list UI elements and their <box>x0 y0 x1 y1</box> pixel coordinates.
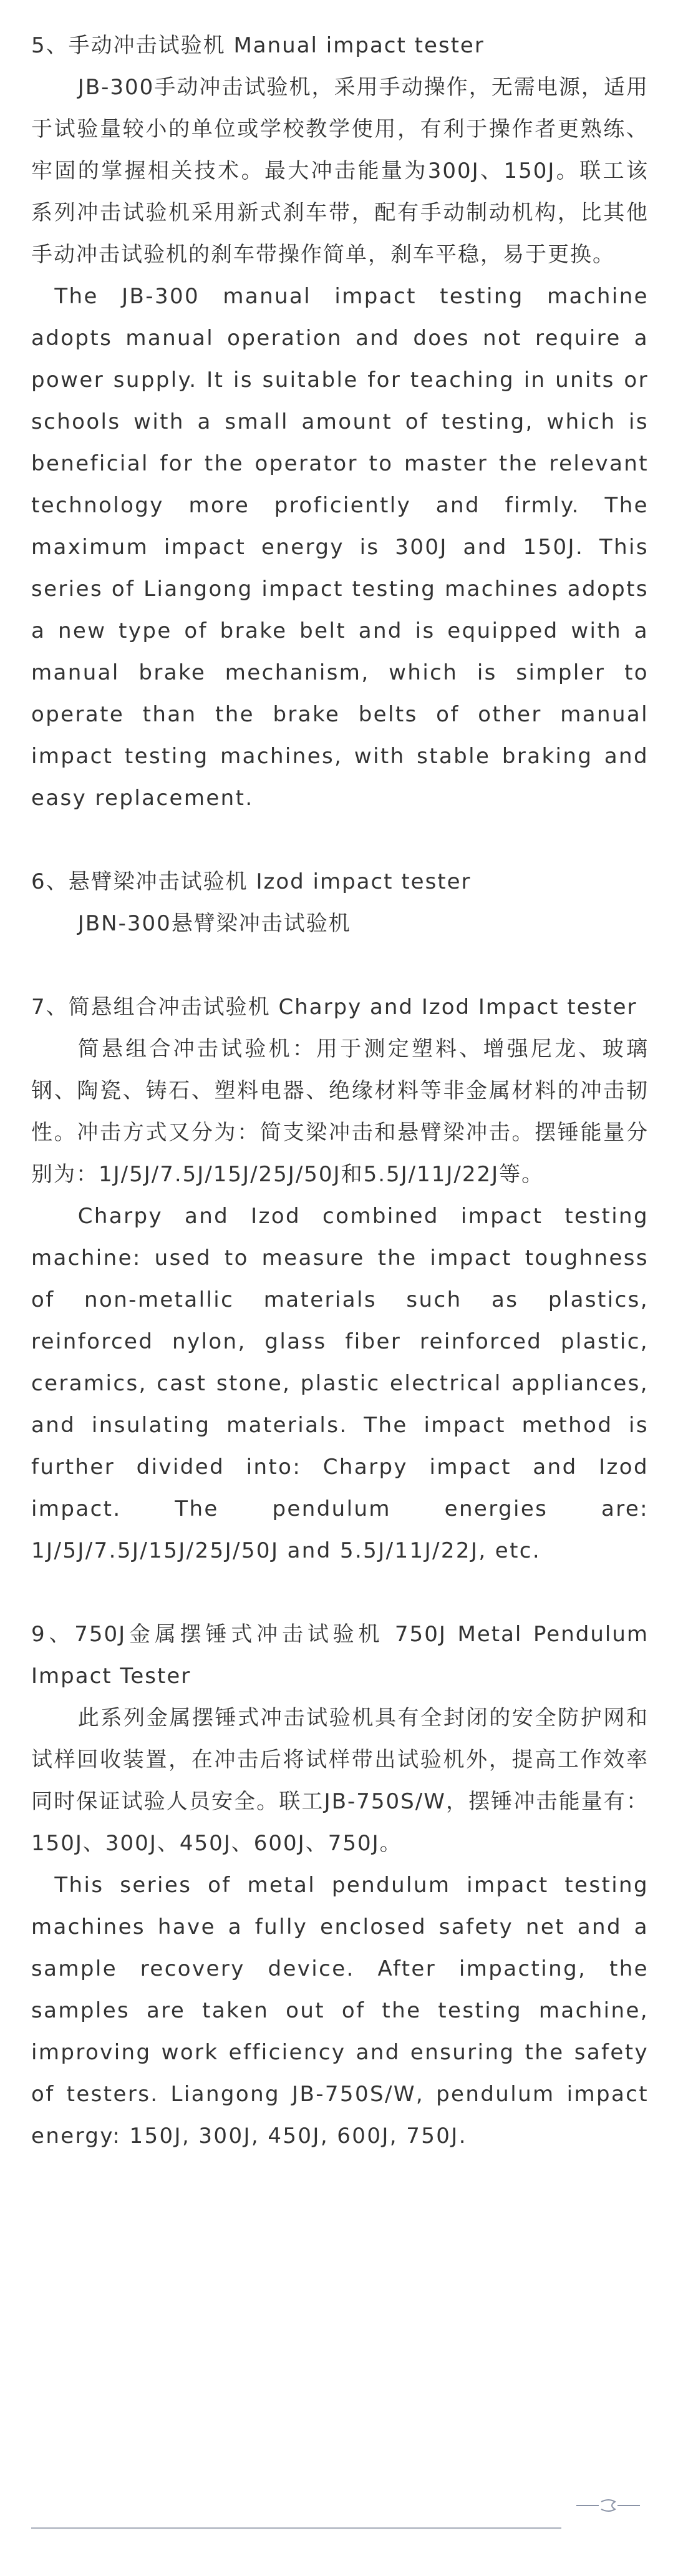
decorative-wave-mark-icon <box>574 2493 642 2518</box>
section-5-zh-paragraph: JB-300手动冲击试验机，采用手动操作，无需电源，适用于试验量较小的单位或学校教学使用，有利于操作者更熟练、牢固的掌握相关技术。最大冲击能量为300J、150J。联工该系列冲击试验机采用新式刹车带，配有手动制动机构，比其他手动冲击试验机的刹车带操作简单，刹车平稳，易于更换。 <box>31 75 649 267</box>
section-spacer <box>31 945 649 987</box>
section-7-zh-paragraph: 简悬组合冲击试验机：用于测定塑料、增强尼龙、玻璃钢、陶瓷、铸石、塑料电器、绝缘材料等非金属材料的冲击韧性。冲击方式又分为：简支梁冲击和悬臂梁冲击。摆锤能量分别为：1J/5J/7.5J/15J/25J/50J和5.5J/11J/22J等。 <box>31 1037 649 1187</box>
article-body <box>31 25 649 2157</box>
section-9-en-paragraph: This series of metal pendulum impact testing machines have a fully enclosed safety net and a sample recovery device. After impacting, the samples are taken out of the testing machine, improving work efficiency and ensuring the safety of testers. Liangong JB-750S/W, pendulum impact energy: 150J, 300J, 450J, 600J, 750J. <box>31 1873 649 2149</box>
section-5-en-paragraph: The JB-300 manual impact testing machine adopts manual operation and does not require a power supply. It is suitable for teaching in units or schools with a small amount of testing, which is beneficial for the operator to master the relevant technology more proficiently and firmly. The maximum impact energy is 300J and 150J. This series of Liangong impact testing machines adopts a new type of brake belt and is equipped with a manual brake mechanism, which is simpler to operate than the brake belts of other manual impact testing machines, with stable braking and easy replacement. <box>31 284 649 811</box>
section-7-en-paragraph: Charpy and Izod combined impact testing machine: used to measure the impact toughness of non-metallic materials such as plastics, reinforced nylon, glass fiber reinforced plastic, ceramics, cast stone, plastic electrical appliances, and insulating materials. The impact method is further divided into: Charpy impact and Izod impact. The pendulum energies are: 1J/5J/7.5J/15J/25J/50J and 5.5J/11J/22J, etc. <box>31 1204 649 1563</box>
section-9-zh-paragraph: 此系列金属摆锤式冲击试验机具有全封闭的安全防护网和试样回收装置，在冲击后将试样带出试验机外，提高工作效率同时保证试验人员安全。联工JB-750S/W，摆锤冲击能量有：150J、300J、450J、600J、750J。 <box>31 1705 649 1856</box>
section-spacer <box>31 1572 649 1614</box>
section-6-heading: 6、悬臂梁冲击试验机 Izod impact tester <box>31 869 472 894</box>
footer-divider <box>31 2527 561 2529</box>
section-9-heading: 9、750J金属摆锤式冲击试验机 750J Metal Pendulum Impact Tester <box>31 1622 649 1689</box>
section-spacer <box>31 819 649 861</box>
section-6-zh-paragraph: JBN-300悬臂梁冲击试验机 <box>77 911 351 936</box>
section-5-heading: 5、手动冲击试验机 Manual impact tester <box>31 33 485 58</box>
section-7-heading: 7、简悬组合冲击试验机 Charpy and Izod Impact tester <box>31 995 637 1020</box>
